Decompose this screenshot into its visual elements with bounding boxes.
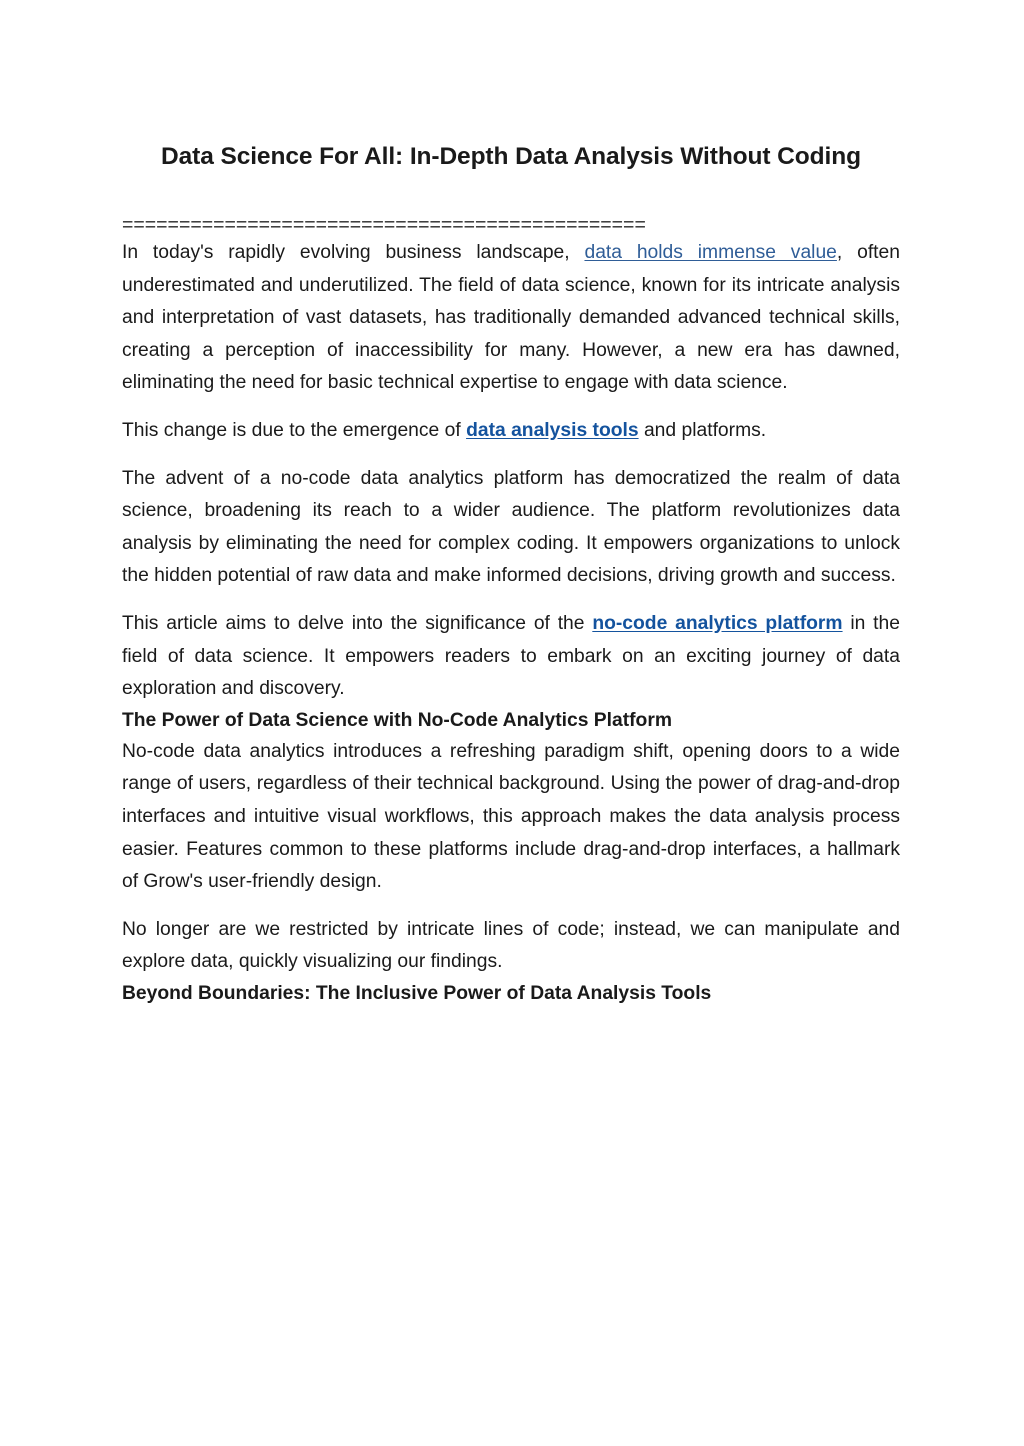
section-heading-beyond-boundaries: Beyond Boundaries: The Inclusive Power of Data Analysis Tools	[122, 982, 712, 1004]
paragraph-article-aims-text-before: This article aims to delve into the significance of the	[122, 612, 593, 634]
section-heading-power-of-data-science: The Power of Data Science with No-Code Analytics Platform	[122, 709, 672, 731]
paragraph-intro-text-after: , often underestimated and underutilized. The field of data science, known for its intricate analysis and interpretation of vast datasets, has traditionally demanded advanced technical skills, creating a perception of inaccessibility for many. However, a new era has dawned, eliminating the need for basic technical expertise to engage with data science.	[122, 242, 900, 394]
paragraph-intro-text-before: In today's rapidly evolving business landscape,	[122, 242, 585, 263]
paragraph-article-aims	[122, 608, 900, 706]
link-data-holds-immense-value[interactable]: data holds immense value	[584, 242, 837, 263]
link-data-analysis-tools[interactable]: data analysis tools	[466, 419, 639, 441]
paragraph-emergence-text-after: and platforms.	[638, 419, 767, 441]
paragraph-article-aims-text-after: in the field of data science. It empowers readers to embark on an exciting journey of data exploration and discovery.	[122, 612, 900, 700]
paragraph-emergence	[122, 415, 900, 448]
document-content	[122, 138, 900, 1009]
page-title: Data Science For All: In-Depth Data Analysis Without Coding	[161, 143, 861, 170]
paragraph-paradigm-shift: No-code data analytics introduces a refreshing paradigm shift, opening doors to a wide range of users, regardless of their technical background. Using the power of drag-and-drop interfaces and intuitive visual workflows, this approach makes the data analysis process easier. Features common to these platforms include drag-and-drop interfaces, a hallmark of Grow's user-friendly design.	[122, 740, 900, 893]
paragraph-emergence-text-before: This change is due to the emergence of	[122, 419, 467, 441]
horizontal-rule-equals: ==============================================	[122, 214, 646, 236]
paragraph-no-longer-restricted: No longer are we restricted by intricate lines of code; instead, we can manipulate and explore data, quickly visualizing our findings.	[122, 918, 900, 973]
paragraph-advent: The advent of a no-code data analytics platform has democratized the realm of data science, broadening its reach to a wider audience. The platform revolutionizes data analysis by eliminating the need for complex coding. It empowers organizations to unlock the hidden potential of raw data and make informed decisions, driving growth and success.	[122, 467, 900, 587]
paragraph-intro	[122, 237, 900, 400]
link-no-code-analytics-platform[interactable]: no-code analytics platform	[592, 612, 843, 634]
